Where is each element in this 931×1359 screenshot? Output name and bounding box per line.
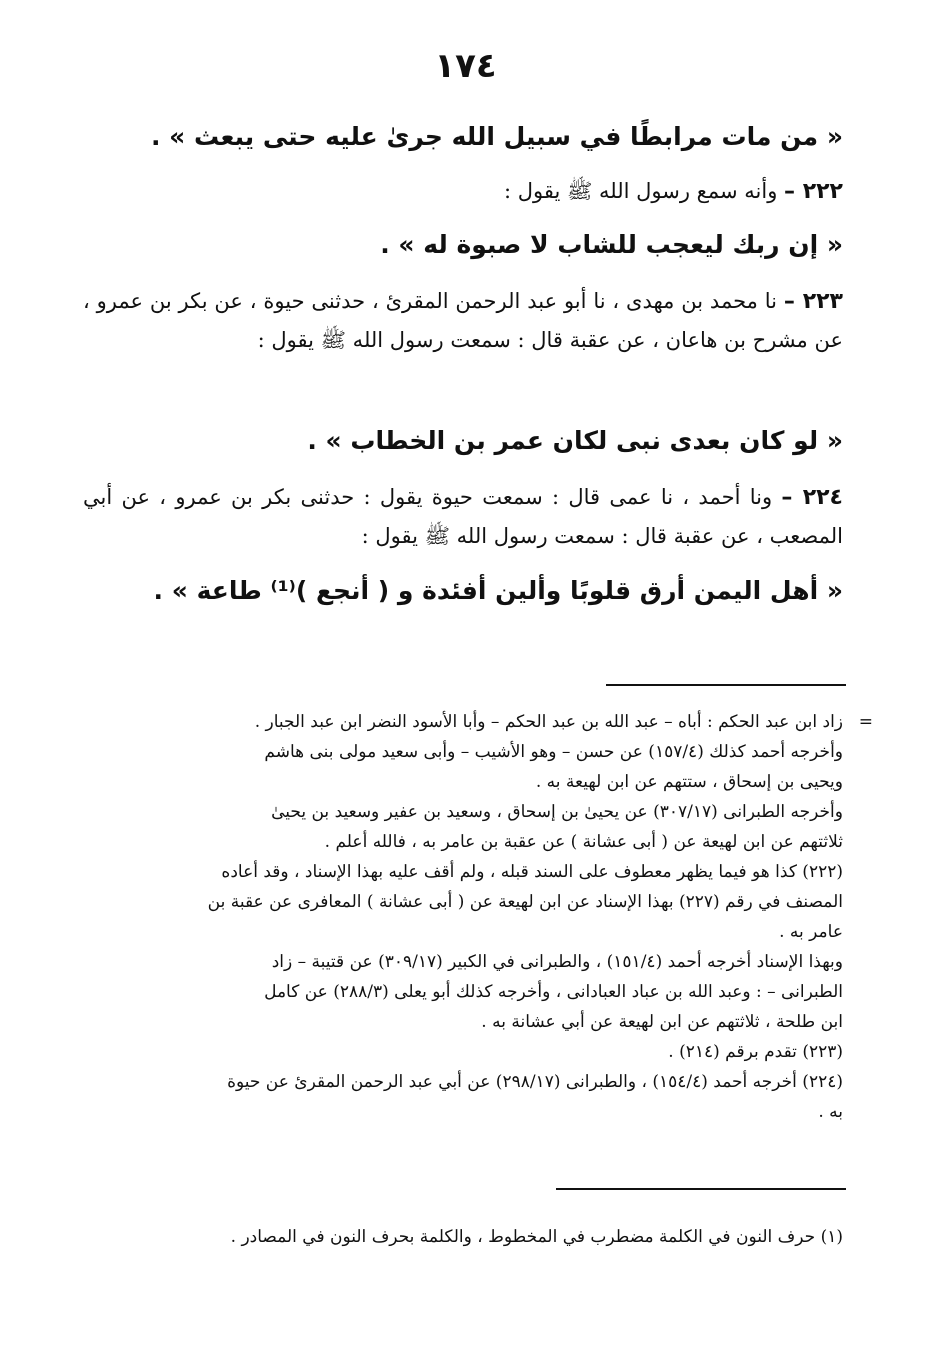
footnote-line: الطبرانى – : وعبد الله بن عباد العبادانى ، وأخرجه كذلك أبو يعلى (٢٨٨/٣) عن كامل bbox=[264, 982, 843, 1002]
footnote-line: ثلاثتهم عن ابن لهيعة عن ( أبى عشانة ) عن عقبة بن عامر به ، فالله أعلم . bbox=[324, 832, 843, 852]
footnote-line: به . bbox=[818, 1102, 843, 1122]
hadith-quote-222: « إن ربك ليعجب للشاب لا صبوة له » . bbox=[380, 230, 843, 259]
hadith-chain: نا محمد بن مهدى ، نا أبو عبد الرحمن المقرئ ، حدثنى حيوة ، عن بكر بن عمرو ، عن مشرح بن هاعان ، عن عقبة قال : سمعت رسول الله ﷺ يقول : bbox=[83, 289, 843, 352]
footnote-line: المصنف في رقم (٢٢٧) بهذا الإسناد عن ابن لهيعة عن ( أبى عشانة ) المعافرى عن عقبة بن bbox=[207, 892, 843, 912]
footnote-line: (٢٢٢) كذا هو فيما يظهر معطوف على السند قبله ، ولم أقف عليه بهذا الإسناد ، وقد أعاده bbox=[221, 862, 843, 882]
footnote-line: (٢٢٣) تقدم برقم (٢١٤) . bbox=[668, 1042, 843, 1062]
note-separator bbox=[556, 1188, 846, 1190]
hadith-222 bbox=[83, 172, 843, 211]
footnote-line: ويحيى بن إسحاق ، ستتهم عن ابن لهيعة به . bbox=[535, 772, 843, 792]
footnote-line: وأخرجه الطبرانى (٣٠٧/١٧) عن يحيىٰ بن إسحاق ، وسعيد بن عفير وسعيد بن يحيىٰ bbox=[271, 802, 843, 822]
footnote-line: عامر به . bbox=[779, 922, 843, 942]
hadith-quote-223: « لو كان بعدى نبى لكان عمر بن الخطاب » . bbox=[307, 426, 843, 455]
footnotes-section bbox=[103, 707, 873, 1127]
footnote-line: (٢٢٤) أخرجه أحمد (١٥٤/٤) ، والطبرانى (٢٩٨/١٧) عن أبي عبد الرحمن المقرئ عن حيوة bbox=[227, 1072, 843, 1092]
footnote-1: (١) حرف النون في الكلمة مضطرب في المخطوط ، والكلمة بحرف النون في المصادر . bbox=[230, 1227, 843, 1247]
hadith-chain: ونا أحمد ، نا عمى قال : سمعت حيوة يقول : حدثنى بكر بن عمرو ، عن أبي المصعب ، عن عقبة قال : سمعت رسول الله ﷺ يقول : bbox=[83, 485, 843, 548]
continuation-marker: = bbox=[858, 712, 873, 732]
hadith-224 bbox=[83, 478, 843, 556]
hadith-quote-224: « أهل اليمن أرق قلوبًا وألين أفئدة و ( أنجع )⁽¹⁾ طاعة » . bbox=[153, 576, 843, 605]
hadith-number: ٢٢٤ – bbox=[781, 485, 843, 510]
page-number: ١٧٤ bbox=[434, 46, 497, 86]
footnote-line: وبهذا الإسناد أخرجه أحمد (١٥١/٤) ، والطبرانى في الكبير (٣٠٩/١٧) عن قتيبة – زاد bbox=[271, 952, 843, 972]
footnote-line: زاد ابن عبد الحكم : أباه – عبد الله بن عبد الحكم – وأبا الأسود النضر ابن عبد الجبار . bbox=[254, 712, 843, 732]
hadith-chain: وأنه سمع رسول الله ﷺ يقول : bbox=[503, 179, 778, 203]
hadith-number: ٢٢٢ – bbox=[784, 179, 843, 204]
footnote-separator bbox=[606, 684, 846, 686]
hadith-quote-221: « من مات مرابطًا في سبيل الله جرىٰ عليه حتى يبعث » . bbox=[150, 122, 843, 151]
hadith-number: ٢٢٣ – bbox=[783, 289, 843, 314]
hadith-223 bbox=[83, 282, 843, 360]
footnote-line: وأخرجه أحمد كذلك (١٥٧/٤) عن حسن – وهو الأشيب – وأبى سعيد مولى بنى هاشم bbox=[264, 742, 843, 762]
footnote-line: ابن طلحة ، ثلاثتهم عن ابن لهيعة عن أبي عشانة به . bbox=[481, 1012, 843, 1032]
